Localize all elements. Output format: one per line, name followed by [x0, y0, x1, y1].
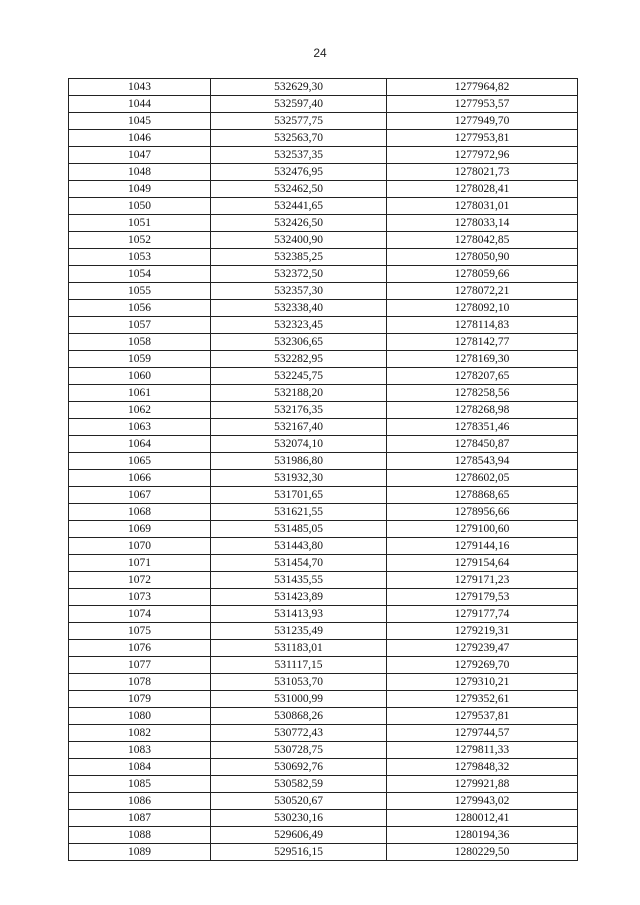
x-coordinate-cell: 531053,70 [211, 674, 387, 691]
y-coordinate-cell: 1277953,57 [387, 96, 578, 113]
table-row [69, 793, 578, 810]
point-number-cell: 1082 [69, 725, 211, 742]
table-row [69, 487, 578, 504]
x-coordinate-cell: 532357,30 [211, 283, 387, 300]
point-number-cell: 1045 [69, 113, 211, 130]
x-coordinate-cell: 532537,35 [211, 147, 387, 164]
table-row [69, 181, 578, 198]
x-coordinate-cell: 531235,49 [211, 623, 387, 640]
table-row [69, 147, 578, 164]
y-coordinate-cell: 1278031,01 [387, 198, 578, 215]
y-coordinate-cell: 1278072,21 [387, 283, 578, 300]
table-row [69, 351, 578, 368]
x-coordinate-cell: 532577,75 [211, 113, 387, 130]
point-number-cell: 1055 [69, 283, 211, 300]
table-row [69, 504, 578, 521]
x-coordinate-cell: 532476,95 [211, 164, 387, 181]
x-coordinate-cell: 532372,50 [211, 266, 387, 283]
x-coordinate-cell: 531986,80 [211, 453, 387, 470]
y-coordinate-cell: 1279310,21 [387, 674, 578, 691]
table-row [69, 725, 578, 742]
table-row [69, 759, 578, 776]
point-number-cell: 1067 [69, 487, 211, 504]
table-row [69, 657, 578, 674]
y-coordinate-cell: 1279269,70 [387, 657, 578, 674]
x-coordinate-cell: 532462,50 [211, 181, 387, 198]
point-number-cell: 1083 [69, 742, 211, 759]
x-coordinate-cell: 531701,65 [211, 487, 387, 504]
y-coordinate-cell: 1278042,85 [387, 232, 578, 249]
point-number-cell: 1070 [69, 538, 211, 555]
y-coordinate-cell: 1279811,33 [387, 742, 578, 759]
y-coordinate-cell: 1278602,05 [387, 470, 578, 487]
x-coordinate-cell: 531000,99 [211, 691, 387, 708]
y-coordinate-cell: 1279154,64 [387, 555, 578, 572]
y-coordinate-cell: 1279239,47 [387, 640, 578, 657]
point-number-cell: 1052 [69, 232, 211, 249]
point-number-cell: 1059 [69, 351, 211, 368]
x-coordinate-cell: 532338,40 [211, 300, 387, 317]
y-coordinate-cell: 1278169,30 [387, 351, 578, 368]
x-coordinate-cell: 531443,80 [211, 538, 387, 555]
y-coordinate-cell: 1278021,73 [387, 164, 578, 181]
x-coordinate-cell: 532306,65 [211, 334, 387, 351]
x-coordinate-cell: 532426,50 [211, 215, 387, 232]
point-number-cell: 1068 [69, 504, 211, 521]
x-coordinate-cell: 531423,89 [211, 589, 387, 606]
table-row [69, 79, 578, 96]
point-number-cell: 1072 [69, 572, 211, 589]
point-number-cell: 1077 [69, 657, 211, 674]
x-coordinate-cell: 532074,10 [211, 436, 387, 453]
x-coordinate-cell: 532441,65 [211, 198, 387, 215]
point-number-cell: 1076 [69, 640, 211, 657]
point-number-cell: 1050 [69, 198, 211, 215]
table-row [69, 691, 578, 708]
x-coordinate-cell: 530692,76 [211, 759, 387, 776]
table-row [69, 198, 578, 215]
table-row [69, 385, 578, 402]
x-coordinate-cell: 530728,75 [211, 742, 387, 759]
y-coordinate-cell: 1278028,41 [387, 181, 578, 198]
table-row [69, 334, 578, 351]
y-coordinate-cell: 1278268,98 [387, 402, 578, 419]
y-coordinate-cell: 1278114,83 [387, 317, 578, 334]
table-row [69, 402, 578, 419]
point-number-cell: 1049 [69, 181, 211, 198]
y-coordinate-cell: 1279943,02 [387, 793, 578, 810]
point-number-cell: 1043 [69, 79, 211, 96]
point-number-cell: 1080 [69, 708, 211, 725]
x-coordinate-cell: 532323,45 [211, 317, 387, 334]
y-coordinate-cell: 1278543,94 [387, 453, 578, 470]
x-coordinate-cell: 532563,70 [211, 130, 387, 147]
table-row [69, 368, 578, 385]
point-number-cell: 1060 [69, 368, 211, 385]
y-coordinate-cell: 1278956,66 [387, 504, 578, 521]
x-coordinate-cell: 532400,90 [211, 232, 387, 249]
point-number-cell: 1058 [69, 334, 211, 351]
point-number-cell: 1088 [69, 827, 211, 844]
point-number-cell: 1084 [69, 759, 211, 776]
y-coordinate-cell: 1278033,14 [387, 215, 578, 232]
x-coordinate-cell: 530772,43 [211, 725, 387, 742]
y-coordinate-cell: 1277964,82 [387, 79, 578, 96]
y-coordinate-cell: 1279848,32 [387, 759, 578, 776]
point-number-cell: 1073 [69, 589, 211, 606]
y-coordinate-cell: 1279144,16 [387, 538, 578, 555]
point-number-cell: 1071 [69, 555, 211, 572]
point-number-cell: 1048 [69, 164, 211, 181]
table-row [69, 300, 578, 317]
x-coordinate-cell: 532188,20 [211, 385, 387, 402]
table-row [69, 215, 578, 232]
x-coordinate-cell: 531435,55 [211, 572, 387, 589]
y-coordinate-cell: 1278351,46 [387, 419, 578, 436]
x-coordinate-cell: 530868,26 [211, 708, 387, 725]
point-number-cell: 1078 [69, 674, 211, 691]
point-number-cell: 1054 [69, 266, 211, 283]
y-coordinate-cell: 1279100,60 [387, 521, 578, 538]
y-coordinate-cell: 1278450,87 [387, 436, 578, 453]
x-coordinate-cell: 532385,25 [211, 249, 387, 266]
table-row [69, 232, 578, 249]
y-coordinate-cell: 1277949,70 [387, 113, 578, 130]
table-row [69, 606, 578, 623]
x-coordinate-cell: 530230,16 [211, 810, 387, 827]
table-row [69, 589, 578, 606]
y-coordinate-cell: 1279177,74 [387, 606, 578, 623]
point-number-cell: 1064 [69, 436, 211, 453]
x-coordinate-cell: 531117,15 [211, 657, 387, 674]
table-row [69, 844, 578, 861]
table-row [69, 640, 578, 657]
point-number-cell: 1079 [69, 691, 211, 708]
y-coordinate-cell: 1278258,56 [387, 385, 578, 402]
table-row [69, 453, 578, 470]
point-number-cell: 1089 [69, 844, 211, 861]
table-row [69, 470, 578, 487]
table-row [69, 419, 578, 436]
x-coordinate-cell: 532167,40 [211, 419, 387, 436]
table-row [69, 164, 578, 181]
y-coordinate-cell: 1278142,77 [387, 334, 578, 351]
x-coordinate-cell: 532597,40 [211, 96, 387, 113]
x-coordinate-cell: 532245,75 [211, 368, 387, 385]
point-number-cell: 1061 [69, 385, 211, 402]
table-row [69, 810, 578, 827]
table-row [69, 249, 578, 266]
y-coordinate-cell: 1277953,81 [387, 130, 578, 147]
x-coordinate-cell: 532176,35 [211, 402, 387, 419]
table-row [69, 776, 578, 793]
point-number-cell: 1062 [69, 402, 211, 419]
x-coordinate-cell: 531413,93 [211, 606, 387, 623]
y-coordinate-cell: 1279171,23 [387, 572, 578, 589]
x-coordinate-cell: 531932,30 [211, 470, 387, 487]
coordinates-table [68, 78, 578, 861]
y-coordinate-cell: 1279352,61 [387, 691, 578, 708]
point-number-cell: 1069 [69, 521, 211, 538]
table-row [69, 674, 578, 691]
table-row [69, 283, 578, 300]
x-coordinate-cell: 529606,49 [211, 827, 387, 844]
table-row [69, 623, 578, 640]
table-row [69, 521, 578, 538]
point-number-cell: 1056 [69, 300, 211, 317]
point-number-cell: 1057 [69, 317, 211, 334]
y-coordinate-cell: 1280194,36 [387, 827, 578, 844]
table-row [69, 96, 578, 113]
y-coordinate-cell: 1279179,53 [387, 589, 578, 606]
y-coordinate-cell: 1280229,50 [387, 844, 578, 861]
point-number-cell: 1087 [69, 810, 211, 827]
y-coordinate-cell: 1279921,88 [387, 776, 578, 793]
y-coordinate-cell: 1277972,96 [387, 147, 578, 164]
table-row [69, 555, 578, 572]
y-coordinate-cell: 1278059,66 [387, 266, 578, 283]
table-row [69, 436, 578, 453]
point-number-cell: 1063 [69, 419, 211, 436]
point-number-cell: 1075 [69, 623, 211, 640]
x-coordinate-cell: 530582,59 [211, 776, 387, 793]
y-coordinate-cell: 1278092,10 [387, 300, 578, 317]
point-number-cell: 1051 [69, 215, 211, 232]
table-row [69, 827, 578, 844]
y-coordinate-cell: 1279219,31 [387, 623, 578, 640]
point-number-cell: 1047 [69, 147, 211, 164]
point-number-cell: 1086 [69, 793, 211, 810]
table-row [69, 266, 578, 283]
point-number-cell: 1066 [69, 470, 211, 487]
table-row [69, 130, 578, 147]
table-row [69, 708, 578, 725]
x-coordinate-cell: 531485,05 [211, 521, 387, 538]
x-coordinate-cell: 531183,01 [211, 640, 387, 657]
y-coordinate-cell: 1280012,41 [387, 810, 578, 827]
table-row [69, 742, 578, 759]
x-coordinate-cell: 532282,95 [211, 351, 387, 368]
page-number: 24 [313, 46, 327, 60]
point-number-cell: 1074 [69, 606, 211, 623]
table-row [69, 538, 578, 555]
coordinates-table-body [69, 79, 578, 861]
y-coordinate-cell: 1279744,57 [387, 725, 578, 742]
y-coordinate-cell: 1279537,81 [387, 708, 578, 725]
table-row [69, 317, 578, 334]
y-coordinate-cell: 1278207,65 [387, 368, 578, 385]
point-number-cell: 1046 [69, 130, 211, 147]
point-number-cell: 1085 [69, 776, 211, 793]
x-coordinate-cell: 531621,55 [211, 504, 387, 521]
point-number-cell: 1065 [69, 453, 211, 470]
table-row [69, 113, 578, 130]
point-number-cell: 1053 [69, 249, 211, 266]
y-coordinate-cell: 1278050,90 [387, 249, 578, 266]
x-coordinate-cell: 530520,67 [211, 793, 387, 810]
y-coordinate-cell: 1278868,65 [387, 487, 578, 504]
x-coordinate-cell: 529516,15 [211, 844, 387, 861]
x-coordinate-cell: 532629,30 [211, 79, 387, 96]
table-row [69, 572, 578, 589]
point-number-cell: 1044 [69, 96, 211, 113]
x-coordinate-cell: 531454,70 [211, 555, 387, 572]
